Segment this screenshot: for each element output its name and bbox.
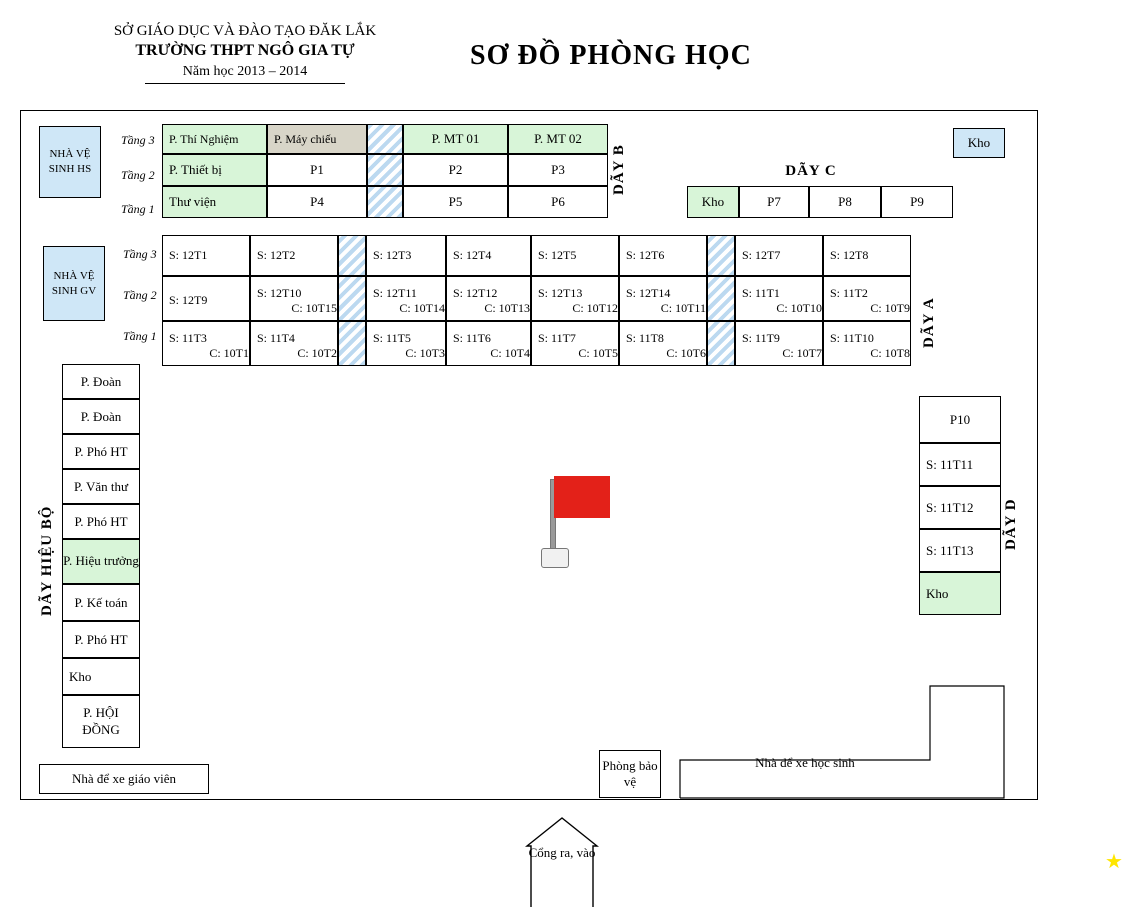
room-b-2-5[interactable]: P3 xyxy=(508,154,608,186)
floor-label-b-2: Tầng 2 xyxy=(121,168,155,182)
parking-student-label[interactable]: Nhà để xe học sinh xyxy=(755,755,855,770)
room-a-3-2[interactable]: S: 12T2 xyxy=(250,235,338,276)
room-a-1-8[interactable]: S: 11T10 C: 10T8 xyxy=(823,321,911,366)
room-b-1-5[interactable]: P6 xyxy=(508,186,608,218)
room-b-1-4[interactable]: P5 xyxy=(403,186,508,218)
room-a-1-5[interactable]: S: 11T7 C: 10T5 xyxy=(531,321,619,366)
room-b-3-2[interactable]: P. Máy chiếu xyxy=(267,124,367,154)
flagpole-base xyxy=(541,548,569,568)
room-a-3-5[interactable]: S: 12T5 xyxy=(531,235,619,276)
room-b-1-1[interactable]: Thư viện xyxy=(162,186,267,218)
block-label-d: DÃY D xyxy=(1003,498,1019,550)
room-b-3-4[interactable]: P. MT 01 xyxy=(403,124,508,154)
floor-label-a-1: Tầng 1 xyxy=(123,329,157,343)
stairs-b-2 xyxy=(367,154,403,186)
room-a-3-8[interactable]: S: 12T8 xyxy=(823,235,911,276)
stairs-a-1-left xyxy=(338,321,366,366)
room-hb-2[interactable]: P. Đoàn xyxy=(62,399,140,434)
floor-label-b-3: Tầng 3 xyxy=(121,133,155,147)
room-a-1-7[interactable]: S: 11T9 C: 10T7 xyxy=(735,321,823,366)
stairs-a-3-right xyxy=(707,235,735,276)
stairs-a-1-right xyxy=(707,321,735,366)
room-hb-3[interactable]: P. Phó HT xyxy=(62,434,140,469)
room-hb-10[interactable]: P. HỘI ĐỒNG xyxy=(62,695,140,748)
block-label-c: DÃY C xyxy=(785,163,837,179)
room-a-3-4[interactable]: S: 12T4 xyxy=(446,235,531,276)
gate-label: Cổng ra, vào xyxy=(528,845,596,860)
room-a-2-1[interactable]: S: 12T9 xyxy=(162,276,250,321)
floor-label-b-1: Tầng 1 xyxy=(121,202,155,216)
stairs-a-3-left xyxy=(338,235,366,276)
block-label-hieu-bo: DÃY HIỆU BỘ xyxy=(39,505,55,617)
room-hb-5[interactable]: P. Phó HT xyxy=(62,504,140,539)
floor-label-a-2: Tầng 2 xyxy=(123,288,157,302)
room-a-1-2[interactable]: S: 11T4 C: 10T2 xyxy=(250,321,338,366)
room-d-5[interactable]: Kho xyxy=(919,572,1001,615)
room-a-1-4[interactable]: S: 11T6 C: 10T4 xyxy=(446,321,531,366)
stairs-a-2-right xyxy=(707,276,735,321)
room-hb-8[interactable]: P. Phó HT xyxy=(62,621,140,658)
room-a-2-4[interactable]: S: 12T12 C: 10T13 xyxy=(446,276,531,321)
room-hb-6[interactable]: P. Hiệu trưởng xyxy=(62,539,140,584)
room-d-3[interactable]: S: 11T12 xyxy=(919,486,1001,529)
room-a-2-5[interactable]: S: 12T13 C: 10T12 xyxy=(531,276,619,321)
room-c-2[interactable]: P7 xyxy=(739,186,809,218)
parking-student-shape xyxy=(680,686,1005,798)
room-d-2[interactable]: S: 11T11 xyxy=(919,443,1001,486)
map-frame xyxy=(20,110,1123,873)
stairs-b-1 xyxy=(367,186,403,218)
room-a-2-8[interactable]: S: 11T2 C: 10T9 xyxy=(823,276,911,321)
room-a-3-6[interactable]: S: 12T6 xyxy=(619,235,707,276)
stairs-b-3 xyxy=(367,124,403,154)
room-b-3-5[interactable]: P. MT 02 xyxy=(508,124,608,154)
room-a-2-3[interactable]: S: 12T11 C: 10T14 xyxy=(366,276,446,321)
gate-arrow-icon xyxy=(525,816,599,908)
block-label-a: DÃY A xyxy=(921,297,937,349)
room-a-1-6[interactable]: S: 11T8 C: 10T6 xyxy=(619,321,707,366)
room-c-1[interactable]: Kho xyxy=(687,186,739,218)
header-school-name: TRƯỜNG THPT NGÔ GIA TỰ xyxy=(135,41,355,59)
room-d-1[interactable]: P10 xyxy=(919,396,1001,443)
room-a-2-6[interactable]: S: 12T14 C: 10T11 xyxy=(619,276,707,321)
room-wc-students[interactable]: NHÀ VỆ SINH HS xyxy=(39,126,101,198)
room-b-3-1[interactable]: P. Thí Nghiệm xyxy=(162,124,267,154)
block-label-b: DÃY B xyxy=(611,144,627,196)
room-guard[interactable]: Phòng bảo vệ xyxy=(599,750,661,798)
room-hb-9[interactable]: Kho xyxy=(62,658,140,695)
flag-star-icon: ★ xyxy=(1105,851,1123,873)
room-c-3[interactable]: P8 xyxy=(809,186,881,218)
room-a-3-7[interactable]: S: 12T7 xyxy=(735,235,823,276)
room-a-2-2[interactable]: S: 12T10 C: 10T15 xyxy=(250,276,338,321)
room-kho-top-right[interactable]: Kho xyxy=(953,128,1005,158)
header-school-info xyxy=(100,22,390,84)
room-c-4[interactable]: P9 xyxy=(881,186,953,218)
header-department: SỞ GIÁO DỤC VÀ ĐÀO TẠO ĐĂK LẮK xyxy=(113,23,377,39)
room-wc-teachers[interactable]: NHÀ VỆ SINH GV xyxy=(43,246,105,321)
room-a-3-1[interactable]: S: 12T1 xyxy=(162,235,250,276)
room-hb-4[interactable]: P. Văn thư xyxy=(62,469,140,504)
room-hb-1[interactable]: P. Đoàn xyxy=(62,364,140,399)
room-a-1-1[interactable]: S: 11T3 C: 10T1 xyxy=(162,321,250,366)
room-b-2-1[interactable]: P. Thiết bị xyxy=(162,154,267,186)
room-b-1-2[interactable]: P4 xyxy=(267,186,367,218)
room-a-3-3[interactable]: S: 12T3 xyxy=(366,235,446,276)
parking-teacher[interactable]: Nhà để xe giáo viên xyxy=(39,764,209,794)
header-school-year: Năm học 2013 – 2014 xyxy=(182,63,308,79)
room-b-2-4[interactable]: P2 xyxy=(403,154,508,186)
room-a-1-3[interactable]: S: 11T5 C: 10T3 xyxy=(366,321,446,366)
room-b-2-2[interactable]: P1 xyxy=(267,154,367,186)
page-title: SƠ ĐỒ PHÒNG HỌC xyxy=(470,40,752,71)
header-divider xyxy=(145,83,345,84)
room-d-4[interactable]: S: 11T13 xyxy=(919,529,1001,572)
room-a-2-7[interactable]: S: 11T1 C: 10T10 xyxy=(735,276,823,321)
stairs-a-2-left xyxy=(338,276,366,321)
floor-label-a-3: Tầng 3 xyxy=(123,247,157,261)
room-hb-7[interactable]: P. Kế toán xyxy=(62,584,140,621)
